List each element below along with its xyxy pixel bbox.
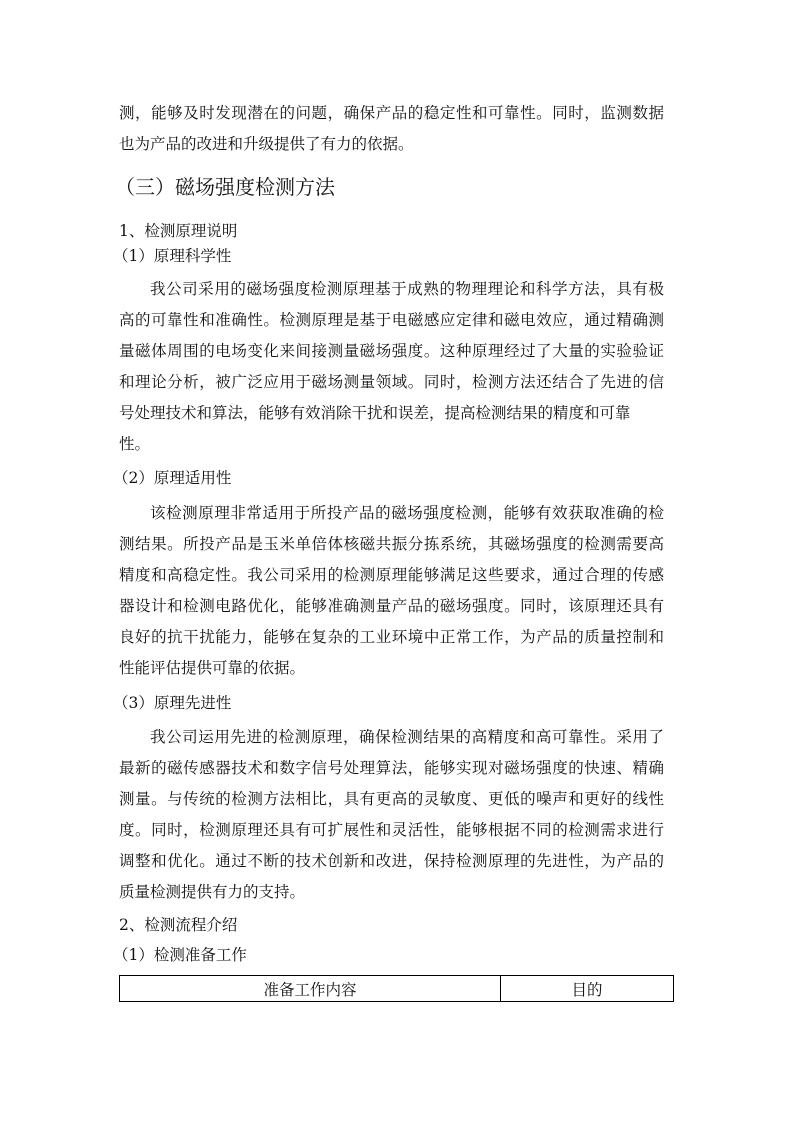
text-line: 号处理技术和算法，能够有效消除干扰和误差，提高检测结果的精度和可靠 (119, 404, 631, 422)
text-line: 测，能够及时发现潜在的问题，确保产品的稳定性和可靠性。同时，监测数据 (119, 104, 664, 122)
subsection-heading: 2、检测流程介绍 (119, 916, 238, 934)
text-line: 和理论分析，被广泛应用于磁场测量领域。同时，检测方法还结合了先进的信 (119, 373, 664, 391)
text-line: 测量。与传统的检测方法相比，具有更高的灵敏度、更低的噪声和更好的线性 (119, 790, 664, 808)
preparation-table (119, 975, 674, 1002)
text-line: 我公司运用先进的检测原理，确保检测结果的高精度和高可靠性。采用了 (150, 728, 664, 746)
table-header-row (120, 976, 674, 1002)
paragraph-advanced (119, 722, 664, 908)
text-line: 最新的磁传感器技术和数字信号处理算法，能够实现对磁场强度的快速、精确 (119, 759, 664, 777)
table-header-cell: 准备工作内容 (120, 976, 501, 1002)
paragraph-applicability (119, 498, 664, 684)
text-line: 良好的抗干扰能力，能够在复杂的工业环境中正常工作，为产品的质量控制和 (119, 628, 664, 646)
text-line: 性能评估提供可靠的依据。 (119, 659, 306, 677)
text-line: 也为产品的改进和升级提供了有力的依据。 (119, 135, 414, 153)
item-heading: （1）检测准备工作 (113, 946, 247, 964)
item-heading: （1）原理科学性 (113, 247, 232, 265)
text-line: 高的可靠性和准确性。检测原理是基于电磁感应定律和磁电效应，通过精确测 (119, 311, 664, 329)
text-line: 精度和高稳定性。我公司采用的检测原理能够满足这些要求，通过合理的传感 (119, 566, 664, 584)
text-line: 我公司采用的磁场强度检测原理基于成熟的物理理论和科学方法，具有极 (150, 280, 664, 298)
section-heading: （三）磁场强度检测方法 (115, 175, 335, 199)
text-line: 器设计和检测电路优化，能够准确测量产品的磁场强度。同时，该原理还具有 (119, 597, 664, 615)
text-line: 该检测原理非常适用于所投产品的磁场强度检测，能够有效获取准确的检 (150, 504, 664, 522)
text-line: 调整和优化。通过不断的技术创新和改进，保持检测原理的先进性，为产品的 (119, 852, 664, 870)
table-header-cell: 目的 (501, 976, 674, 1002)
text-line: 度。同时，检测原理还具有可扩展性和灵活性，能够根据不同的检测需求进行 (119, 821, 664, 839)
text-line: 性。 (119, 435, 151, 453)
paragraph-continued (119, 98, 664, 160)
item-heading: （2）原理适用性 (113, 469, 232, 487)
subsection-heading: 1、检测原理说明 (119, 222, 238, 240)
item-heading: （3）原理先进性 (113, 694, 232, 712)
text-line: 量磁体周围的电场变化来间接测量磁场强度。这种原理经过了大量的实验验证 (119, 342, 664, 360)
paragraph-scientific (119, 274, 664, 460)
text-line: 测结果。所投产品是玉米单倍体核磁共振分拣系统，其磁场强度的检测需要高 (119, 535, 664, 553)
text-line: 质量检测提供有力的支持。 (119, 883, 306, 901)
